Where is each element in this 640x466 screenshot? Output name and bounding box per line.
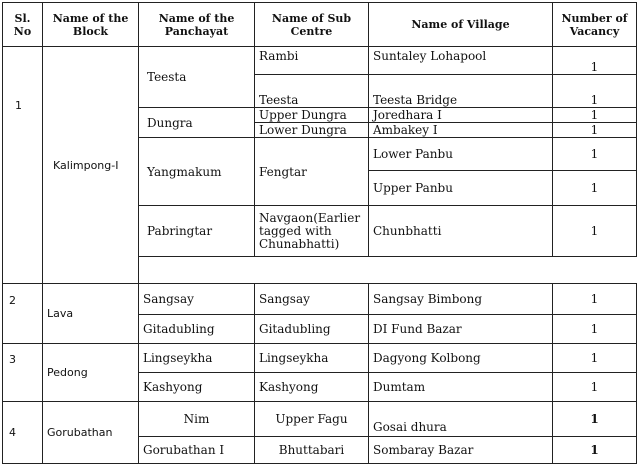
sub-centre-cell: Navgaon(Earlier tagged with Chunabhatti) [255, 206, 369, 257]
header-sub-centre: Name of Sub Centre [255, 3, 369, 47]
header-vacancy: Number of Vacancy [553, 3, 637, 47]
table-row [3, 284, 637, 315]
vacancy-cell: 1 [553, 171, 637, 206]
sl-no-cell: 2 [3, 284, 43, 344]
vacancy-cell: 1 [553, 108, 637, 123]
panchayat-cell: Lingseykha [139, 344, 255, 373]
village-cell: Upper Panbu [369, 171, 553, 206]
header-panchayat: Name of the Panchayat [139, 3, 255, 47]
panchayat-cell: Dungra [139, 108, 255, 138]
panchayat-cell: Yangmakum [139, 138, 255, 206]
block-cell: Gorubathan [43, 402, 139, 464]
vacancy-cell: 1 [553, 123, 637, 138]
vacancy-cell: 1 [553, 138, 637, 171]
panchayat-cell: Kashyong [139, 373, 255, 402]
table-row [3, 402, 637, 437]
sub-centre-cell: Fengtar [255, 138, 369, 206]
header-sl-no: Sl. No [3, 3, 43, 47]
village-cell: DI Fund Bazar [369, 315, 553, 344]
sub-centre-cell: Lingseykha [255, 344, 369, 373]
village-cell: Suntaley Lohapool [369, 47, 553, 75]
village-cell: Joredhara I [369, 108, 553, 123]
table-row [3, 344, 637, 373]
vacancy-cell: 1 [553, 437, 637, 464]
vacancy-table [2, 2, 637, 464]
block-cell: Pedong [43, 344, 139, 402]
sl-no-cell: 1 [3, 47, 43, 284]
header-block: Name of the Block [43, 3, 139, 47]
panchayat-cell: Nim [139, 402, 255, 437]
sub-centre-cell: Teesta [255, 75, 369, 108]
vacancy-cell: 1 [553, 47, 637, 75]
vacancy-cell: 1 [553, 284, 637, 315]
village-cell: Chunbhatti [369, 206, 553, 257]
sub-centre-cell: Bhuttabari [255, 437, 369, 464]
vacancy-cell: 1 [553, 206, 637, 257]
sub-centre-cell: Lower Dungra [255, 123, 369, 138]
sub-centre-cell: Upper Dungra [255, 108, 369, 123]
vacancy-cell: 1 [553, 93, 637, 108]
sl-no-cell: 3 [3, 344, 43, 402]
sub-centre-cell: Rambi [255, 47, 369, 75]
village-cell: Lower Panbu [369, 138, 553, 171]
sub-centre-cell: Upper Fagu [255, 402, 369, 437]
vacancy-cell: 1 [553, 315, 637, 344]
block-cell: Kalimpong-I [43, 47, 139, 284]
sub-centre-cell: Kashyong [255, 373, 369, 402]
vacancy-cell: 1 [553, 344, 637, 373]
sub-centre-cell: Gitadubling [255, 315, 369, 344]
village-cell: Dagyong Kolbong [369, 344, 553, 373]
vacancy-cell: 1 [553, 373, 637, 402]
vacancy-spacer [553, 75, 637, 93]
village-cell: Gosai dhura [369, 402, 553, 437]
village-cell: Ambakey I [369, 123, 553, 138]
panchayat-cell: Teesta [139, 47, 255, 108]
block-cell: Lava [43, 284, 139, 344]
village-cell: Dumtam [369, 373, 553, 402]
panchayat-cell: Gorubathan I [139, 437, 255, 464]
table-row [3, 47, 637, 75]
village-cell: Sombaray Bazar [369, 437, 553, 464]
sl-no-cell: 4 [3, 402, 43, 464]
panchayat-cell: Pabringtar [139, 206, 255, 257]
table-header-row [3, 3, 637, 47]
vacancy-cell: 1 [553, 402, 637, 437]
village-cell: Sangsay Bimbong [369, 284, 553, 315]
panchayat-cell: Sangsay [139, 284, 255, 315]
header-village: Name of Village [369, 3, 553, 47]
village-cell: Teesta Bridge [369, 75, 553, 108]
sub-centre-cell: Sangsay [255, 284, 369, 315]
panchayat-cell: Gitadubling [139, 315, 255, 344]
